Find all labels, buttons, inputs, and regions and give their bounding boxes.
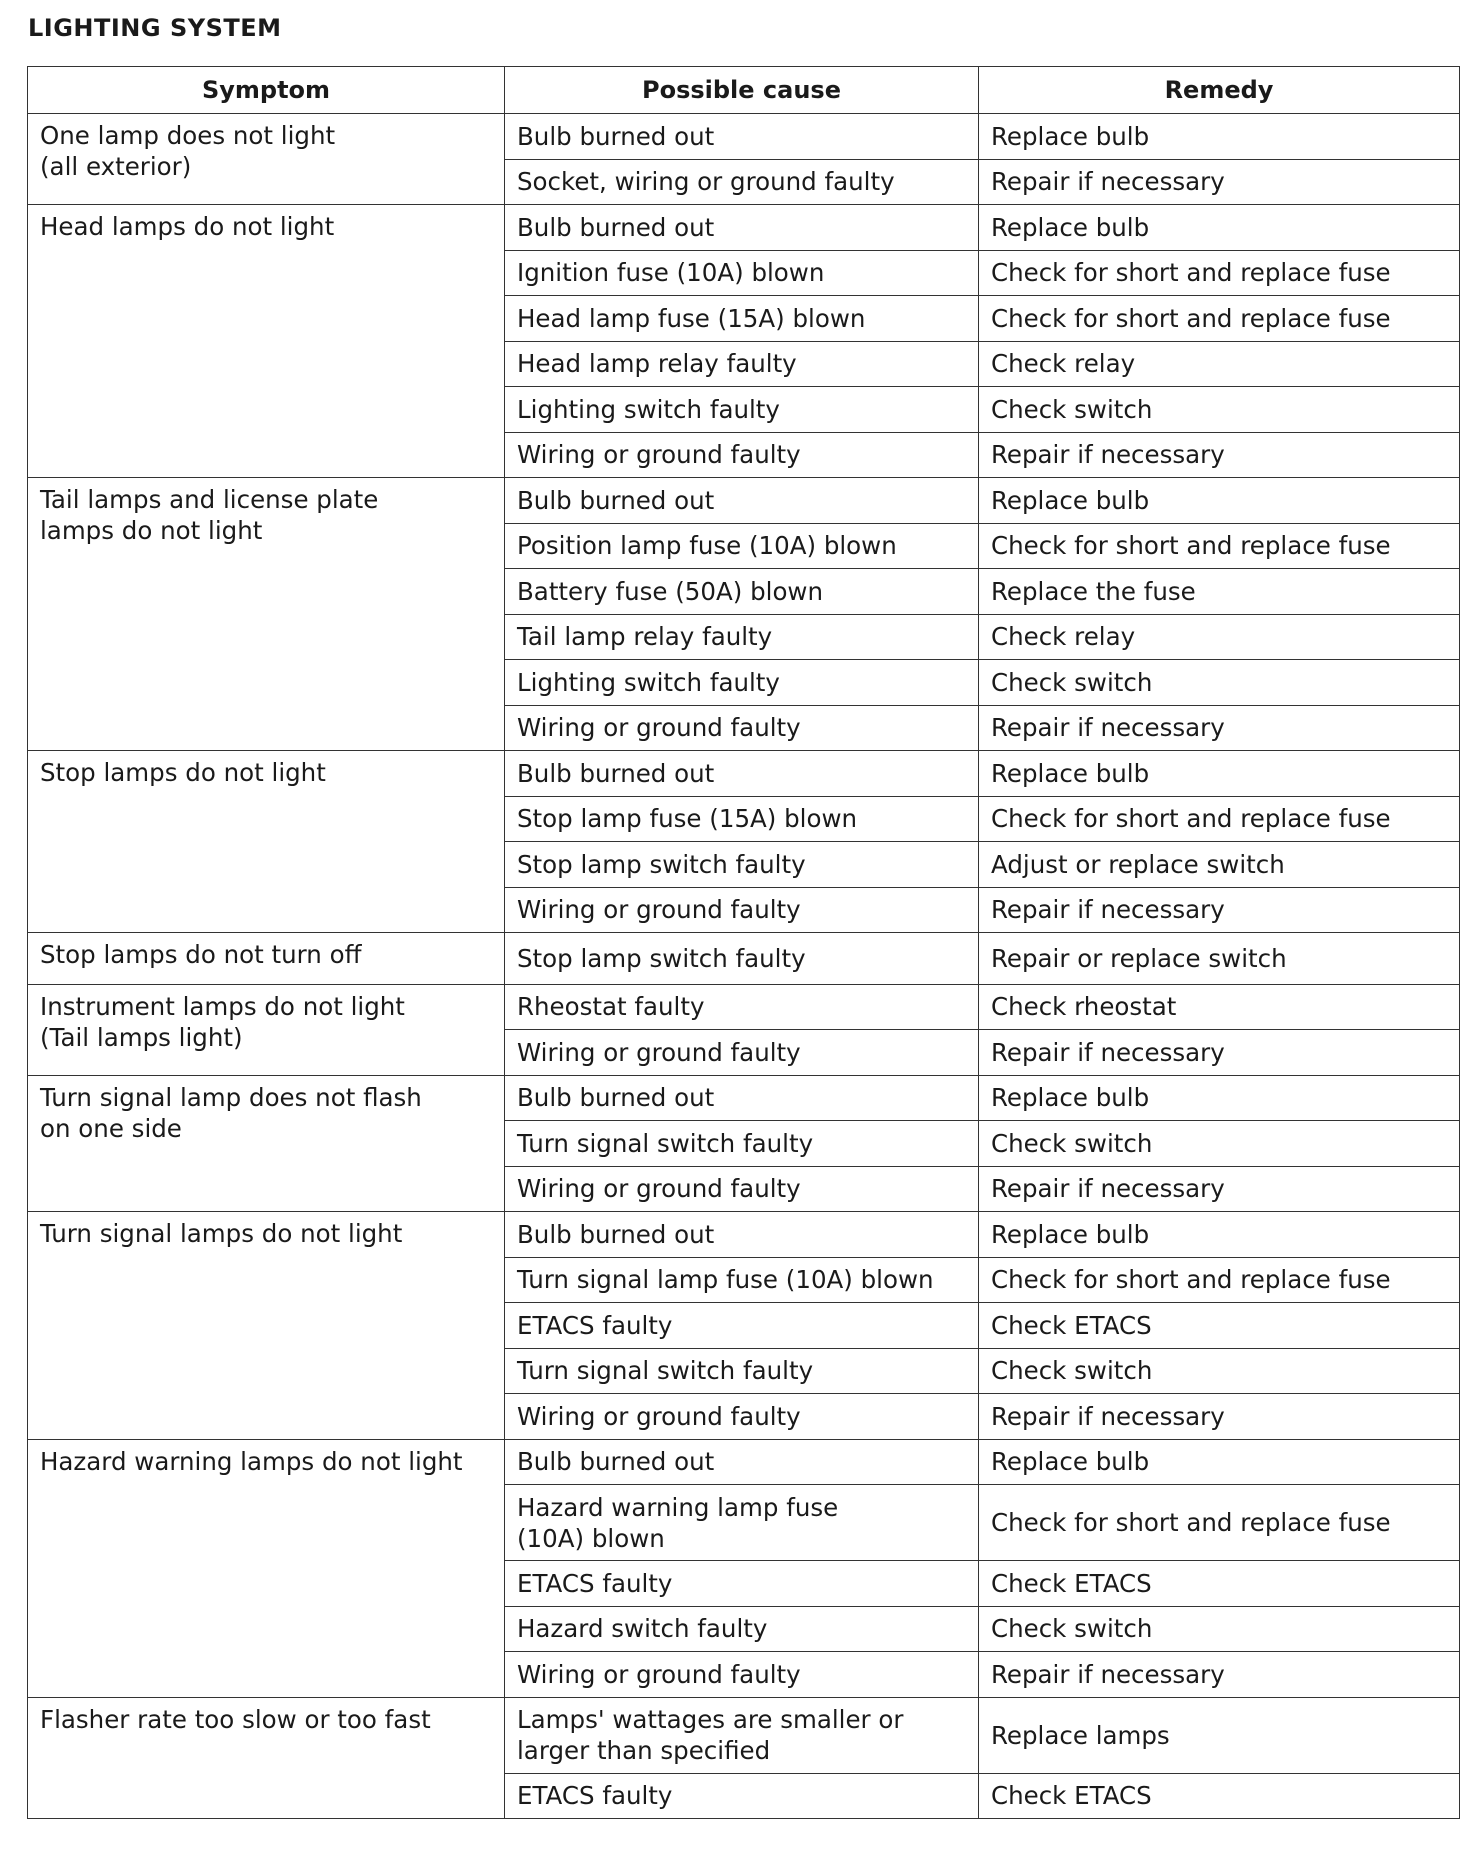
cause-cell: Turn signal switch faulty — [505, 1348, 979, 1394]
table-body — [28, 114, 1460, 1819]
table-row — [28, 984, 1460, 1030]
remedy-cell: Repair if necessary — [979, 705, 1460, 751]
cause-cell: Wiring or ground faulty — [505, 1166, 979, 1212]
remedy-cell: Replace bulb — [979, 1439, 1460, 1485]
cause-cell: ETACS faulty — [505, 1303, 979, 1349]
remedy-cell: Check for short and replace fuse — [979, 250, 1460, 296]
cause-cell: Tail lamp relay faulty — [505, 614, 979, 660]
remedy-cell: Check for short and replace fuse — [979, 1485, 1460, 1561]
symptom-cell: One lamp does not light (all exterior) — [28, 114, 505, 205]
cause-cell: Bulb burned out — [505, 114, 979, 160]
symptom-cell: Stop lamps do not light — [28, 751, 505, 933]
troubleshooting-table — [27, 66, 1460, 1819]
symptom-cell: Hazard warning lamps do not light — [28, 1439, 505, 1697]
remedy-cell: Check switch — [979, 387, 1460, 433]
remedy-cell: Check ETACS — [979, 1773, 1460, 1819]
cause-cell: Lighting switch faulty — [505, 660, 979, 706]
remedy-cell: Repair if necessary — [979, 432, 1460, 478]
cause-cell: Socket, wiring or ground faulty — [505, 159, 979, 205]
symptom-cell: Turn signal lamps do not light — [28, 1212, 505, 1440]
remedy-cell: Adjust or replace switch — [979, 842, 1460, 888]
cause-cell: Turn signal lamp fuse (10A) blown — [505, 1257, 979, 1303]
cause-cell: Rheostat faulty — [505, 984, 979, 1030]
remedy-cell: Check switch — [979, 660, 1460, 706]
column-header-remedy: Remedy — [979, 67, 1460, 114]
remedy-cell: Check switch — [979, 1348, 1460, 1394]
cause-cell: ETACS faulty — [505, 1773, 979, 1819]
column-header-symptom: Symptom — [28, 67, 505, 114]
remedy-cell: Repair if necessary — [979, 1030, 1460, 1076]
table-row — [28, 1075, 1460, 1121]
remedy-cell: Replace bulb — [979, 1212, 1460, 1258]
cause-cell: Lighting switch faulty — [505, 387, 979, 433]
remedy-cell: Repair if necessary — [979, 1394, 1460, 1440]
cause-cell: Head lamp fuse (15A) blown — [505, 296, 979, 342]
remedy-cell: Check for short and replace fuse — [979, 296, 1460, 342]
cause-cell: Wiring or ground faulty — [505, 1394, 979, 1440]
cause-cell: Wiring or ground faulty — [505, 1030, 979, 1076]
table-row — [28, 1439, 1460, 1485]
remedy-cell: Check for short and replace fuse — [979, 523, 1460, 569]
remedy-cell: Check switch — [979, 1606, 1460, 1652]
table-row — [28, 751, 1460, 797]
remedy-cell: Replace bulb — [979, 751, 1460, 797]
cause-cell: Battery fuse (50A) blown — [505, 569, 979, 615]
table-row — [28, 1697, 1460, 1773]
symptom-cell: Head lamps do not light — [28, 205, 505, 478]
cause-cell: Bulb burned out — [505, 1439, 979, 1485]
remedy-cell: Replace the fuse — [979, 569, 1460, 615]
table-row — [28, 1212, 1460, 1258]
cause-cell: Bulb burned out — [505, 478, 979, 524]
remedy-cell: Check switch — [979, 1121, 1460, 1167]
remedy-cell: Repair or replace switch — [979, 933, 1460, 985]
table-row — [28, 114, 1460, 160]
page-title: LIGHTING SYSTEM — [28, 14, 282, 42]
remedy-cell: Check ETACS — [979, 1303, 1460, 1349]
symptom-cell: Turn signal lamp does not flash on one side — [28, 1075, 505, 1212]
table-row — [28, 933, 1460, 985]
cause-cell: Wiring or ground faulty — [505, 887, 979, 933]
remedy-cell: Check for short and replace fuse — [979, 1257, 1460, 1303]
cause-cell: Bulb burned out — [505, 751, 979, 797]
remedy-cell: Check rheostat — [979, 984, 1460, 1030]
cause-cell: Head lamp relay faulty — [505, 341, 979, 387]
remedy-cell: Replace bulb — [979, 478, 1460, 524]
table-row — [28, 478, 1460, 524]
symptom-cell: Stop lamps do not turn off — [28, 933, 505, 985]
symptom-cell: Tail lamps and license plate lamps do not light — [28, 478, 505, 751]
cause-cell: Ignition fuse (10A) blown — [505, 250, 979, 296]
cause-cell: Stop lamp switch faulty — [505, 933, 979, 985]
column-header-cause: Possible cause — [505, 67, 979, 114]
remedy-cell: Replace lamps — [979, 1697, 1460, 1773]
header-row — [28, 67, 1460, 114]
remedy-cell: Repair if necessary — [979, 1166, 1460, 1212]
table-row — [28, 205, 1460, 251]
symptom-cell: Instrument lamps do not light (Tail lamps light) — [28, 984, 505, 1075]
remedy-cell: Repair if necessary — [979, 1652, 1460, 1698]
cause-cell: Hazard warning lamp fuse (10A) blown — [505, 1485, 979, 1561]
cause-cell: Lamps' wattages are smaller or larger than specified — [505, 1697, 979, 1773]
remedy-cell: Repair if necessary — [979, 887, 1460, 933]
remedy-cell: Check for short and replace fuse — [979, 796, 1460, 842]
cause-cell: Stop lamp fuse (15A) blown — [505, 796, 979, 842]
remedy-cell: Replace bulb — [979, 114, 1460, 160]
cause-cell: ETACS faulty — [505, 1561, 979, 1607]
cause-cell: Wiring or ground faulty — [505, 1652, 979, 1698]
cause-cell: Bulb burned out — [505, 1075, 979, 1121]
symptom-cell: Flasher rate too slow or too fast — [28, 1697, 505, 1819]
cause-cell: Turn signal switch faulty — [505, 1121, 979, 1167]
cause-cell: Position lamp fuse (10A) blown — [505, 523, 979, 569]
remedy-cell: Check ETACS — [979, 1561, 1460, 1607]
remedy-cell: Replace bulb — [979, 1075, 1460, 1121]
cause-cell: Stop lamp switch faulty — [505, 842, 979, 888]
remedy-cell: Repair if necessary — [979, 159, 1460, 205]
remedy-cell: Replace bulb — [979, 205, 1460, 251]
remedy-cell: Check relay — [979, 341, 1460, 387]
cause-cell: Wiring or ground faulty — [505, 705, 979, 751]
cause-cell: Bulb burned out — [505, 205, 979, 251]
remedy-cell: Check relay — [979, 614, 1460, 660]
cause-cell: Wiring or ground faulty — [505, 432, 979, 478]
cause-cell: Bulb burned out — [505, 1212, 979, 1258]
cause-cell: Hazard switch faulty — [505, 1606, 979, 1652]
